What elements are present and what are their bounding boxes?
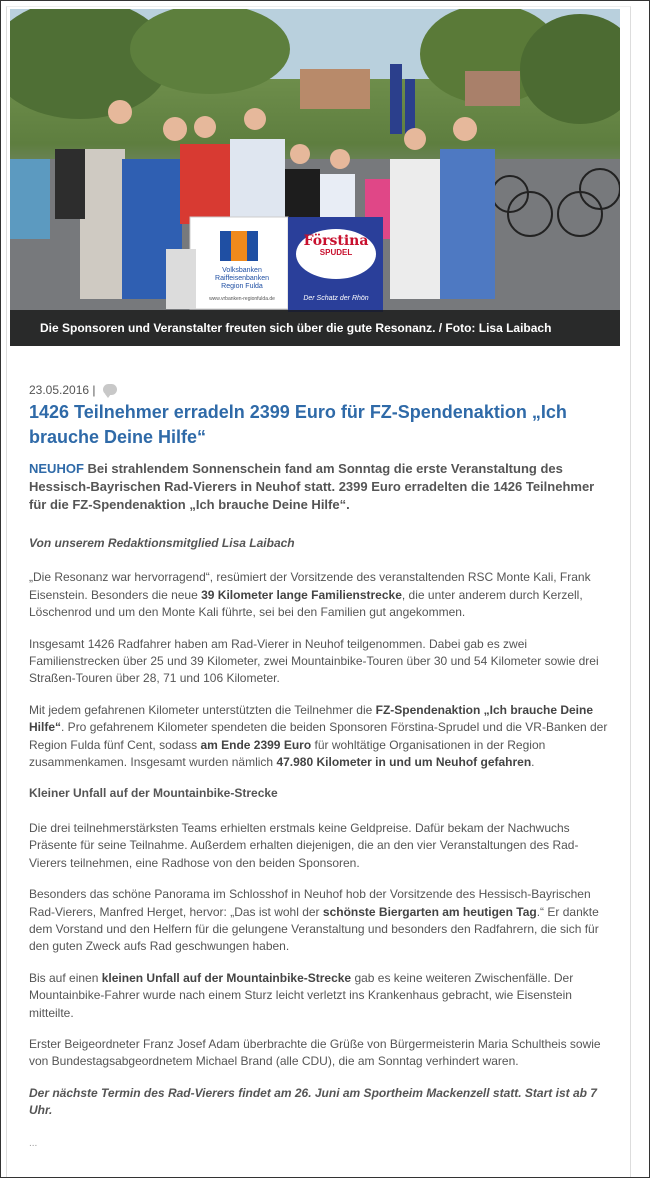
text: . — [531, 755, 535, 770]
text: , die unter anderem durch Kerzell, Löschenrod und um den Monte Kali führte, sei bei den Familien gut angekommen. — [29, 587, 583, 620]
paragraph: Insgesamt 1426 Radfahrer haben am Rad-Vierer in Neuhof teilgenommen. Dabei gab es zwei Familienstrecken über 25 und 39 Kilometer, zwei Mountainbike-Touren über 30 und 54 Kilometer sowie drei Straßen-Touren über 28, 71 und 106 Kilometer. — [29, 636, 599, 686]
text-bold: kleinen Unfall auf der Mountainbike-Strecke — [101, 970, 352, 985]
lead-text: Bei strahlendem Sonnenschein fand am Sonntag die erste Veranstaltung des Hessisch-Bayrischen Rad-Vierers in Neuhof statt. 2399 Euro erradelten die 1426 Teilnehmer für die FZ-Spendenaktion „Ich brauche Deine Hilfe“. — [29, 461, 595, 512]
paragraph — [29, 886, 609, 956]
vr-banner-text — [207, 267, 277, 303]
forstina-logo: Förstina — [303, 233, 369, 249]
vr-banner-line: Volksbanken — [222, 267, 262, 274]
article-date: 23.05.2016 | — [29, 383, 96, 397]
paragraph: Erster Beigeordneter Franz Josef Adam überbrachte die Grüße von Bürgermeisterin Maria Schultheis sowie von Bundestagsabgeordnetem Michael Brand (alle CDU), die am Sonntag verhindert waren. — [29, 1036, 601, 1069]
article-title: 1426 Teilnehmer erradeln 2399 Euro für FZ-Spendenaktion „Ich brauche Deine Hilfe“ — [29, 402, 567, 447]
text: Besonders das schöne Panorama im Schlosshof in Neuhof hob der Vorsitzende des Hessisch-Bayrischen Rad-Vierers, Manfred Herget, hervor: „Das ist wohl der — [29, 887, 591, 919]
author-line: Von unserem Redaktionsmitglied Lisa Laibach — [29, 536, 295, 550]
text: für wohltätige Organisationen in der Region zusammenkamen. Insgesamt wurden nämlich — [29, 737, 546, 770]
text: Mit jedem gefahrenen Kilometer unterstützten die Teilnehmer die — [29, 702, 376, 717]
paragraph — [29, 702, 609, 772]
text: Bis auf einen — [29, 970, 102, 985]
article-meta — [29, 383, 117, 397]
vr-banner-line: Region Fulda — [221, 283, 263, 290]
text-bold: FZ-Spendenaktion „Ich brauche Deine Hilfe“ — [29, 702, 594, 735]
text-bold: schönste Biergarten am heutigen Tag — [322, 904, 537, 919]
forstina-sub: SPUDEL — [319, 248, 353, 257]
text-bold: 47.980 Kilometer in und um Neuhof gefahren — [276, 755, 532, 770]
text: gab es keine weiteren Zwischenfälle. Der Mountainbike-Fahrer wurde nach einem Sturz leicht verletzt ins Krankenhaus gebracht, wie Eisenstein mitteilte. — [29, 970, 574, 1020]
comment-icon[interactable] — [103, 384, 117, 395]
text: .“ Er dankte dem Vorstand und den Helfern für die gelungene Veranstaltung und besonders den Radfahrern, die sich für den guten Zweck aufs Rad geschwungen haben. — [29, 904, 599, 954]
subheading: Kleiner Unfall auf der Mountainbike-Strecke — [29, 786, 278, 801]
paragraph — [29, 569, 609, 621]
text: . Pro gefahrenem Kilometer spendeten die beiden Sponsoren Förstina-Sprudel und die VR-Banken der Region Fulda fünf Cent, sodass — [29, 720, 608, 752]
lead-place: NEUHOF — [29, 461, 84, 476]
article-body — [29, 535, 609, 1134]
text: „Die Resonanz war hervorragend“, resümiert der Vorsitzende des veranstaltenden RSC Monte Kali, Frank Eisenstein. Besonders die neue — [29, 570, 591, 602]
text-bold: 39 Kilometer lange Familienstrecke — [201, 587, 402, 602]
trailing-ellipsis: ... — [29, 1138, 38, 1149]
article-lead — [29, 460, 614, 514]
vr-banner-url: www.vrbanken-regionfulda.de — [209, 296, 275, 302]
vr-banner-line: Raiffeisenbanken — [215, 275, 269, 282]
paragraph — [29, 970, 609, 1022]
forstina-banner-text — [296, 235, 376, 305]
photo-caption: Die Sponsoren und Veranstalter freuten sich über die gute Resonanz. / Foto: Lisa Laibach — [10, 310, 620, 346]
article-photo[interactable] — [10, 9, 620, 346]
forstina-tagline: Der Schatz der Rhön — [303, 295, 369, 302]
text-bold: am Ende 2399 Euro — [200, 737, 312, 752]
paragraph: Die drei teilnehmerstärksten Teams erhielten erstmals keine Geldpreise. Dafür bekam der Nachwuchs Präsente für seine Teilnahme. Außerdem erhalten diejenigen, die an den vier Veranstaltungen des Rad-Vierers teilnehmen, eine Radhose von den beiden Sponsoren. — [29, 820, 579, 870]
closing-paragraph: Der nächste Termin des Rad-Vierers findet am 26. Juni am Sportheim Mackenzell statt. Start ist ab 7 Uhr. — [29, 1085, 597, 1118]
